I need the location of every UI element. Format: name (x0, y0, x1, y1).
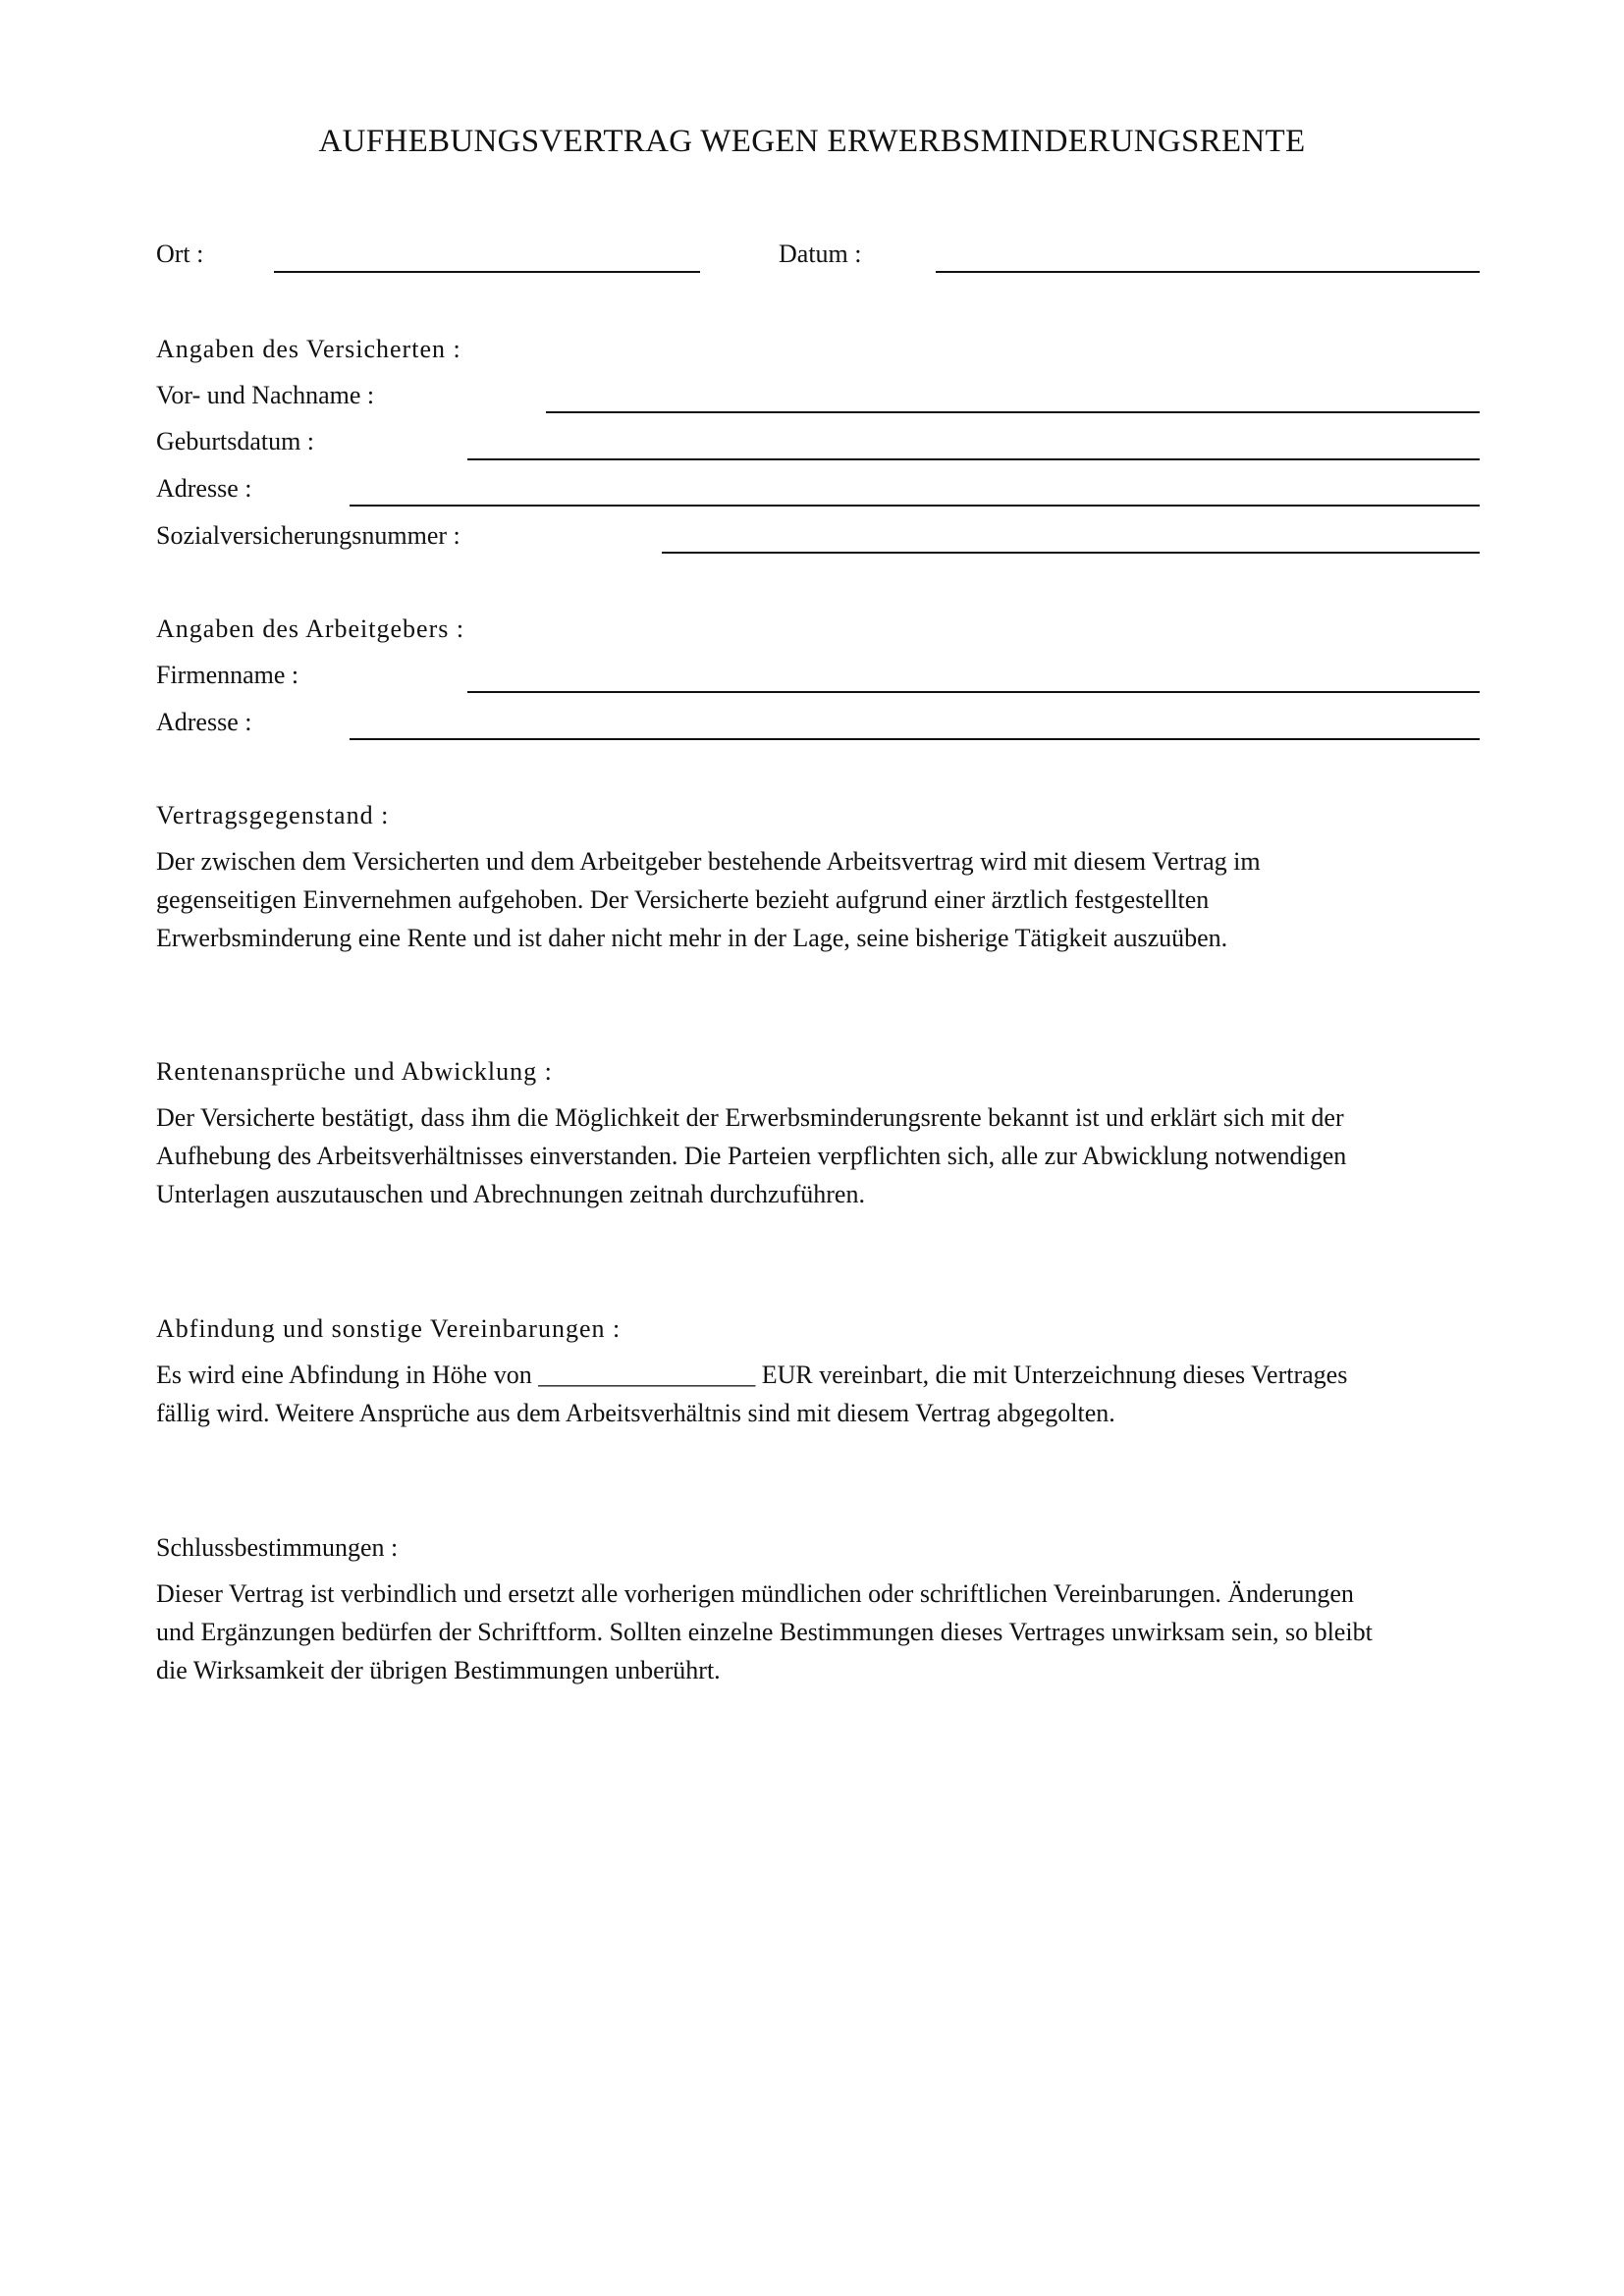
pension-paragraph (156, 1098, 1491, 1213)
severance-heading: Abfindung und sonstige Vereinbarungen : (156, 1314, 622, 1343)
date-label: Datum : (779, 240, 862, 268)
severance-line: fällig wird. Weitere Ansprüche aus dem Arbeitsverhältnis sind mit diesem Vertrag abgegolten. (156, 1399, 1115, 1427)
ssn-field[interactable] (662, 552, 1480, 554)
employer-address-field[interactable] (350, 738, 1480, 740)
place-field[interactable] (274, 271, 700, 273)
pension-heading: Rentenansprüche und Abwicklung : (156, 1057, 553, 1086)
severance-paragraph (156, 1356, 1491, 1432)
insured-address-label: Adresse : (156, 474, 252, 503)
pension-line: Der Versicherte bestätigt, dass ihm die Möglichkeit der Erwerbsminderungsrente bekannt ist und erklärt sich mit der (156, 1103, 1344, 1132)
final-line: und Ergänzungen bedürfen der Schriftform. Sollten einzelne Bestimmungen dieses Vertrages unwirksam sein, so bleibt (156, 1618, 1373, 1646)
final-paragraph (156, 1575, 1491, 1689)
employer-address-label: Adresse : (156, 708, 252, 736)
severance-line: Es wird eine Abfindung in Höhe von _________________ EUR vereinbart, die mit Unterzeichnung dieses Vertrages (156, 1361, 1348, 1389)
birthdate-field[interactable] (467, 458, 1480, 460)
subject-line: Erwerbsminderung eine Rente und ist daher nicht mehr in der Lage, seine bisherige Tätigkeit auszuüben. (156, 924, 1228, 952)
name-field[interactable] (546, 411, 1480, 413)
insured-heading: Angaben des Versicherten : (156, 335, 461, 363)
subject-paragraph (156, 842, 1491, 957)
date-field[interactable] (936, 271, 1480, 273)
company-field[interactable] (467, 691, 1480, 693)
subject-line: gegenseitigen Einvernehmen aufgehoben. Der Versicherte bezieht aufgrund einer ärztlich festgestellten (156, 885, 1210, 914)
subject-line: Der zwischen dem Versicherten und dem Arbeitgeber bestehende Arbeitsvertrag wird mit diesem Vertrag im (156, 847, 1261, 876)
name-label: Vor- und Nachname : (156, 381, 375, 409)
final-heading: Schlussbestimmungen : (156, 1533, 399, 1562)
company-label: Firmenname : (156, 661, 299, 689)
place-label: Ort : (156, 240, 204, 268)
pension-line: Unterlagen auszutauschen und Abrechnungen zeitnah durchzuführen. (156, 1180, 865, 1208)
insured-address-field[interactable] (350, 505, 1480, 507)
subject-heading: Vertragsgegenstand : (156, 801, 390, 829)
document-title: AUFHEBUNGSVERTRAG WEGEN ERWERBSMINDERUNGSRENTE (318, 124, 1306, 159)
employer-heading: Angaben des Arbeitgebers : (156, 614, 465, 643)
final-line: Dieser Vertrag ist verbindlich und ersetzt alle vorherigen mündlichen oder schriftlichen Vereinbarungen. Änderungen (156, 1579, 1354, 1608)
birthdate-label: Geburtsdatum : (156, 427, 315, 455)
ssn-label: Sozialversicherungsnummer : (156, 521, 460, 550)
pension-line: Aufhebung des Arbeitsverhältnisses einverstanden. Die Parteien verpflichten sich, alle zur Abwicklung notwendigen (156, 1142, 1347, 1170)
final-line: die Wirksamkeit der übrigen Bestimmungen unberührt. (156, 1656, 721, 1684)
